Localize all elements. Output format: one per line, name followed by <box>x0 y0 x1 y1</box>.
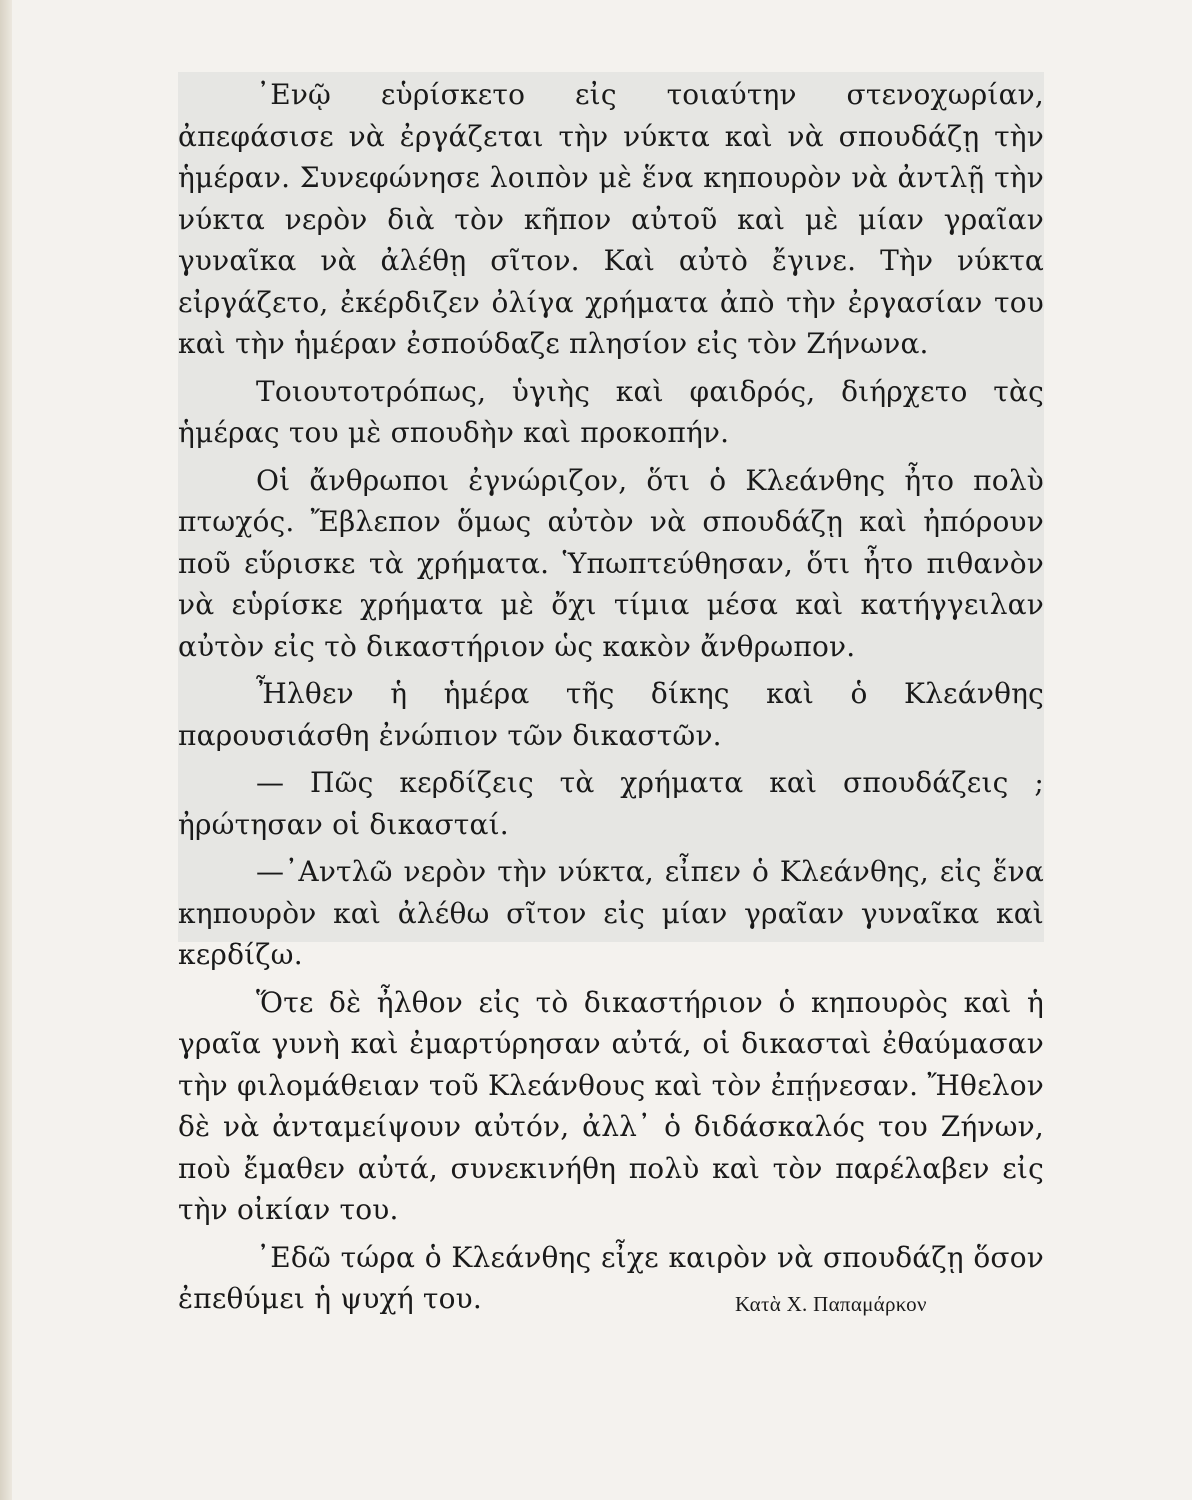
paragraph-7: Ὅτε δὲ ἦλθον εἰς τὸ δικαστήριον ὁ κηπουρὸς καὶ ἡ γραῖα γυνὴ καὶ ἐμαρτύρησαν αὐτά, οἱ δικασταὶ ἐθαύμασαν τὴν φιλομάθειαν τοῦ Κλεάνθους καὶ τὸν ἐπῄνεσαν. Ἤθελον δὲ νὰ ἀνταμείψουν αὐτόν, ἀλλ᾿ ὁ διδάσκαλός του Ζήνων, ποὺ ἔμαθεν αὐτά, συνεκινήθη πολὺ καὶ τὸν παρέλαβεν εἰς τὴν οἰκίαν του. <box>178 985 1044 1226</box>
story-text <box>178 74 1044 1326</box>
paragraph-1: ᾿Ενῷ εὑρίσκετο εἰς τοιαύτην στενοχωρίαν, ἀπεφάσισε νὰ ἐργάζεται τὴν νύκτα καὶ νὰ σπουδάζῃ τὴν ἡμέραν. Συνεφώνησε λοιπὸν μὲ ἕνα κηπουρὸν νὰ ἀντλῇ τὴν νύκτα νερὸν διὰ τὸν κῆπον αὐτοῦ καὶ μὲ μίαν γραῖαν γυναῖκα νὰ ἀλέθῃ σῖτον. Καὶ αὐτὸ ἔγινε. Τὴν νύκτα εἰργάζετο, ἐκέρδιζεν ὀλίγα χρήματα ἀπὸ τὴν ἐργασίαν του καὶ τὴν ἡμέραν ἐσπούδαζε πλησίον εἰς τὸν Ζήνωνα. <box>178 78 1044 360</box>
paragraph-8: ᾿Εδῶ τώρα ὁ Κλεάνθης εἶχε καιρὸν νὰ σπουδάζῃ ὅσον ἐπεθύμει ἡ ψυχή του. <box>178 1240 1044 1315</box>
paragraph-6-dialogue: —᾿Αντλῶ νερὸν τὴν νύκτα, εἶπεν ὁ Κλεάνθης, εἰς ἕνα κηπουρὸν καὶ ἀλέθω σῖτον εἰς μίαν γραῖαν γυναῖκα καὶ κερδίζω. <box>178 855 1044 971</box>
page-binding-edge <box>0 0 12 1500</box>
paragraph-3: Οἱ ἄνθρωποι ἐγνώριζον, ὅτι ὁ Κλεάνθης ἦτο πολὺ πτωχός. Ἔβλεπον ὅμως αὐτὸν νὰ σπουδάζῃ καὶ ἠπόρουν ποῦ εὕρισκε τὰ χρήματα. Ὑπωπτεύθησαν, ὅτι ἦτο πιθανὸν νὰ εὑρίσκε χρήματα μὲ ὄχι τίμια μέσα καὶ κατήγγειλαν αὐτὸν εἰς τὸ δικαστήριον ὡς κακὸν ἄνθρωπον. <box>178 463 1044 663</box>
paragraph-2: Τοιουτοτρόπως, ὑγιὴς καὶ φαιδρός, διήρχετο τὰς ἡμέρας του μὲ σπουδὴν καὶ προκοπήν. <box>178 374 1044 449</box>
author-attribution: Κατὰ Χ. Παπαμάρκον <box>735 1292 927 1316</box>
paragraph-4: Ἦλθεν ἡ ἡμέρα τῆς δίκης καὶ ὁ Κλεάνθης παρουσιάσθη ἐνώπιον τῶν δικαστῶν. <box>178 677 1044 752</box>
paragraph-5-dialogue: — Πῶς κερδίζεις τὰ χρήματα καὶ σπουδάζεις ; ἠρώτησαν οἱ δικασταί. <box>178 766 1044 841</box>
